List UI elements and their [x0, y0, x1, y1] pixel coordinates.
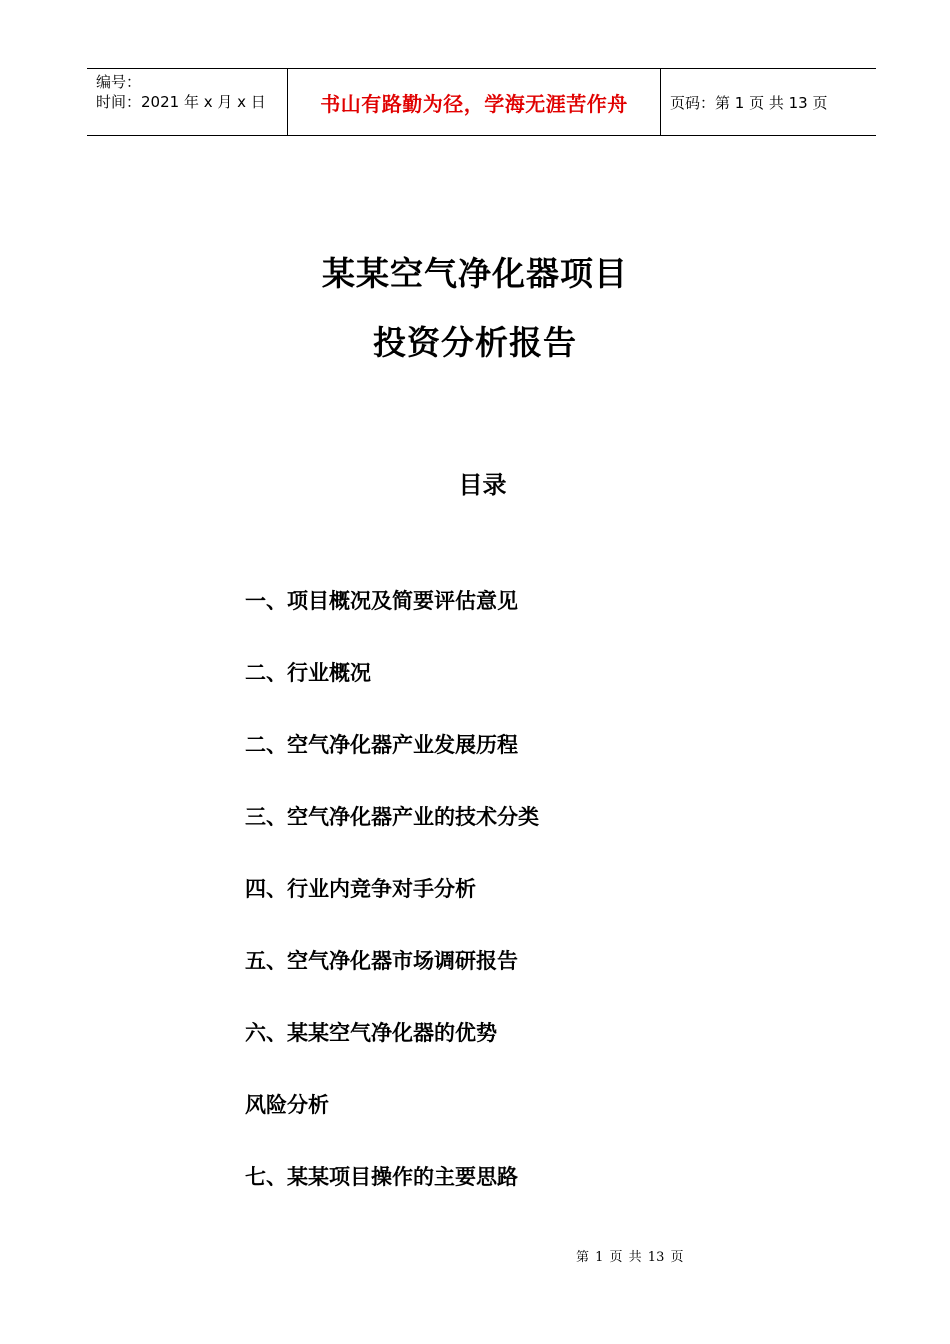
document-title-line2: 投资分析报告: [373, 323, 577, 362]
page-footer: 第 1 页 共 13 页: [576, 1250, 684, 1265]
header-meta-cell: [87, 69, 288, 135]
toc-item: 一、项目概况及简要评估意见: [245, 588, 518, 613]
header-page-cell: [661, 69, 876, 135]
document-title-line1: 某某空气净化器项目: [322, 254, 628, 293]
toc-item: 六、某某空气净化器的优势: [245, 1020, 497, 1045]
toc-item: 三、空气净化器产业的技术分类: [245, 804, 539, 829]
header-page-info: 页码：第 1 页 共 13 页: [670, 93, 828, 112]
toc-heading: 目录: [458, 470, 507, 499]
page-header: [87, 68, 876, 136]
serial-label: 编号：: [96, 73, 142, 91]
header-motto: 书山有路勤为径，学海无涯苦作舟: [320, 91, 628, 116]
toc-item: 七、某某项目操作的主要思路: [245, 1164, 518, 1189]
toc-item: 四、行业内竞争对手分析: [245, 876, 476, 901]
date-label: 时间：2021 年 x 月 x 日: [96, 93, 266, 111]
toc-list: [245, 585, 539, 1233]
toc-item: 五、空气净化器市场调研报告: [245, 948, 518, 973]
toc-item: 风险分析: [245, 1092, 329, 1117]
header-motto-cell: [288, 69, 661, 135]
toc-item: 二、空气净化器产业发展历程: [245, 732, 518, 757]
toc-item: 二、行业概况: [245, 660, 371, 685]
